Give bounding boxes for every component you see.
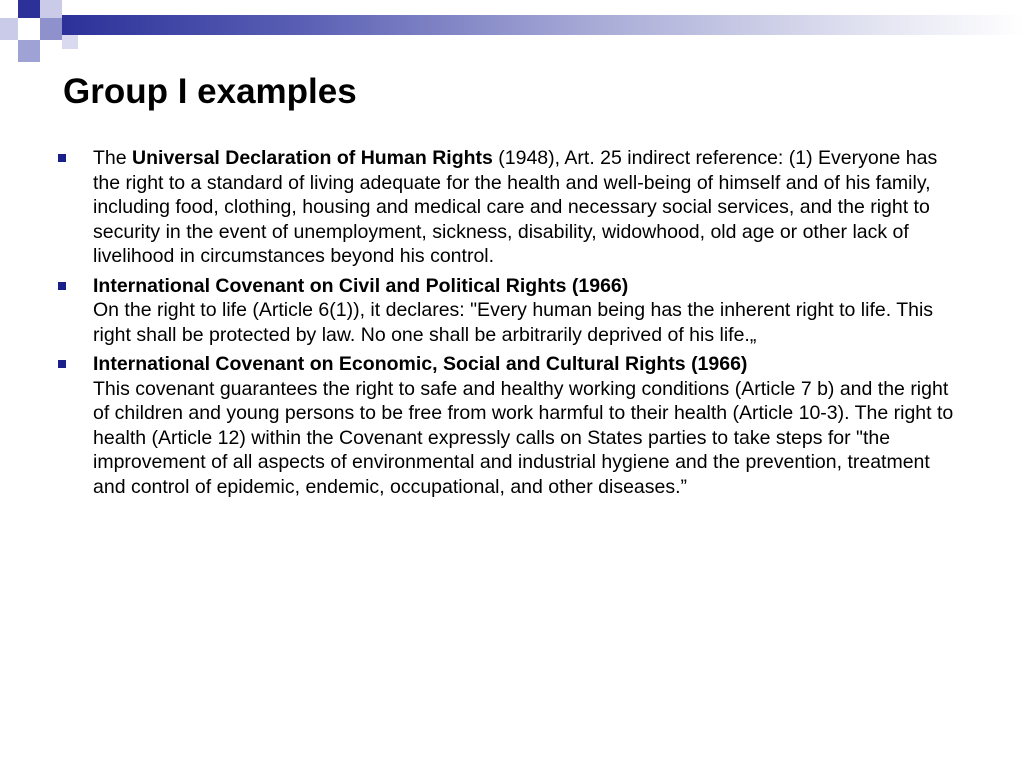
- bullet-heading: Universal Declaration of Human Rights: [132, 147, 493, 169]
- bullet-prefix: The: [93, 147, 133, 169]
- bullet-heading: International Covenant on Civil and Political Rights (1966): [93, 274, 629, 297]
- bullet-item-icescr: [56, 352, 956, 499]
- bullet-text: This covenant guarantees the right to safe and healthy working conditions (Article 7 b) and the right of children and young persons to be free from work harmful to their health (Article 10-3). The right to health (Article 12) within the Covenant expressly calls on States parties to take steps for "the improvement of all aspects of environmental and industrial hygiene and the prevention, treatment and control of epidemic, endemic, occupational, and other diseases.”: [93, 377, 954, 498]
- header-square: [18, 0, 40, 18]
- header-square: [18, 40, 40, 62]
- bullet-text: (1948), Art. 25 indirect reference: (1) Everyone has the right to a standard of living adequate for the health and well-being of himself and of his family, including food, clothing, housing and medical care and necessary social services, and the right to security in the event of unemployment, sickness, disability, widowhood, old age or other lack of livelihood in circumstances beyond his control.: [93, 147, 938, 267]
- header-gradient-bar: [62, 15, 1024, 35]
- bullet-item-udhr: [56, 146, 956, 269]
- header-square: [18, 18, 40, 40]
- header-square: [62, 35, 78, 49]
- square-bullet-icon: [58, 282, 66, 290]
- square-bullet-icon: [58, 154, 66, 162]
- bullet-text: On the right to life (Article 6(1)), it declares: "Every human being has the inherent right to life. This right shall be protected by law. No one shall be arbitrarily deprived of his life.„: [93, 299, 934, 346]
- bullet-list: [56, 146, 956, 504]
- bullet-item-iccpr: [56, 274, 956, 348]
- slide-title: Group I examples: [63, 72, 357, 111]
- header-square: [0, 18, 18, 40]
- header-square: [40, 0, 62, 18]
- square-bullet-icon: [58, 360, 66, 368]
- header-square: [40, 18, 62, 40]
- bullet-heading: International Covenant on Economic, Social and Cultural Rights (1966): [93, 353, 748, 375]
